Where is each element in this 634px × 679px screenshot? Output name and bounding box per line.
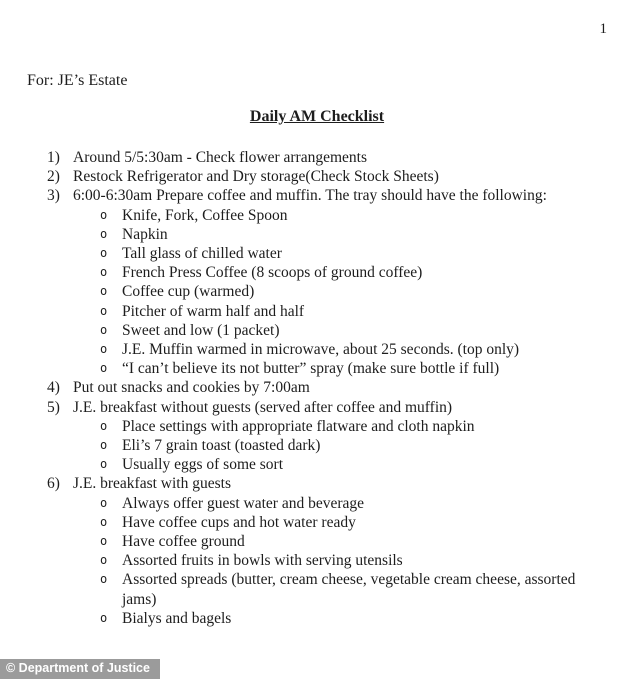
circle-bullet-icon: o: [100, 246, 108, 261]
checklist-subitem: [100, 244, 602, 263]
checklist-subitem: [100, 513, 602, 532]
checklist-subitem: [100, 532, 602, 551]
subitem-text: Tall glass of chilled water: [122, 245, 282, 263]
subitem-text: Have coffee ground: [122, 533, 245, 551]
item-text: 6:00-6:30am Prepare coffee and muffin. The tray should have the following:: [73, 187, 547, 205]
checklist-subitem: [100, 282, 602, 301]
subitem-text: Sweet and low (1 packet): [122, 321, 280, 339]
checklist-item: [47, 167, 602, 186]
circle-bullet-icon: o: [100, 495, 108, 510]
subitem-text: Have coffee cups and hot water ready: [122, 513, 356, 531]
subitem-text: French Press Coffee (8 scoops of ground coffee): [122, 264, 423, 282]
checklist-subitem: [100, 321, 602, 340]
subitem-text: Assorted fruits in bowls with serving utensils: [122, 552, 403, 570]
checklist-item: [47, 148, 602, 167]
source-watermark: © Department of Justice: [0, 659, 160, 679]
checklist-subitem: [100, 436, 602, 455]
checklist: [47, 148, 602, 628]
page-number: 1: [599, 21, 607, 37]
item-number: 6): [47, 475, 60, 493]
subitem-text: Pitcher of warm half and half: [122, 302, 305, 320]
circle-bullet-icon: o: [100, 303, 108, 318]
circle-bullet-icon: o: [100, 553, 108, 568]
checklist-subitem: [100, 455, 602, 474]
item-text: Put out snacks and cookies by 7:00am: [73, 379, 310, 397]
checklist-subitem: [100, 570, 602, 608]
subitem-text: Always offer guest water and beverage: [122, 494, 365, 512]
page-title: Daily AM Checklist: [249, 108, 385, 125]
circle-bullet-icon: o: [100, 207, 108, 222]
circle-bullet-icon: o: [100, 342, 108, 357]
checklist-item: [47, 398, 602, 475]
item-number: 4): [47, 379, 60, 397]
checklist-subitem: [100, 609, 602, 628]
recipient-line: For: JE’s Estate: [27, 72, 128, 89]
circle-bullet-icon: o: [100, 457, 108, 472]
checklist-subitem: [100, 206, 602, 225]
item-text: J.E. breakfast with guests: [73, 475, 231, 493]
checklist-subitem: [100, 551, 602, 570]
circle-bullet-icon: o: [100, 322, 108, 337]
circle-bullet-icon: o: [100, 572, 108, 587]
circle-bullet-icon: o: [100, 418, 108, 433]
subitem-text: “I can’t believe its not butter” spray (make sure bottle if full): [122, 360, 500, 378]
subitem-text: Usually eggs of some sort: [122, 456, 284, 474]
subitem-text: Coffee cup (warmed): [122, 283, 255, 301]
subitem-text: Bialys and bagels: [122, 609, 232, 627]
checklist-subitem: [100, 263, 602, 282]
circle-bullet-icon: o: [100, 438, 108, 453]
circle-bullet-icon: o: [100, 361, 108, 376]
item-text: Restock Refrigerator and Dry storage(Check Stock Sheets): [73, 168, 439, 186]
subitem-text: Assorted spreads (butter, cream cheese, vegetable cream cheese, assorted jams): [122, 571, 576, 608]
subitem-text: Place settings with appropriate flatware and cloth napkin: [122, 417, 475, 435]
circle-bullet-icon: o: [100, 610, 108, 625]
subitem-text: J.E. Muffin warmed in microwave, about 25 seconds. (top only): [122, 341, 520, 359]
checklist-subitem: [100, 494, 602, 513]
item-number: 5): [47, 398, 60, 416]
checklist-item: [47, 186, 602, 378]
checklist-subitem: [100, 417, 602, 436]
checklist-subitem: [100, 340, 602, 359]
item-number: 3): [47, 187, 60, 205]
circle-bullet-icon: o: [100, 514, 108, 529]
item-text: Around 5/5:30am - Check flower arrangements: [73, 149, 367, 166]
subitem-text: Napkin: [122, 225, 168, 243]
checklist-subitem: [100, 225, 602, 244]
sub-item-group: [47, 494, 602, 628]
circle-bullet-icon: o: [100, 226, 108, 241]
item-text: J.E. breakfast without guests (served after coffee and muffin): [73, 398, 453, 416]
subitem-text: Knife, Fork, Coffee Spoon: [122, 206, 288, 224]
checklist-subitem: [100, 359, 602, 378]
checklist-item: [47, 378, 602, 397]
sub-item-group: [47, 417, 602, 475]
checklist-item: [47, 474, 602, 628]
subitem-text: Eli’s 7 grain toast (toasted dark): [122, 437, 321, 455]
circle-bullet-icon: o: [100, 284, 108, 299]
item-number: 1): [47, 149, 60, 166]
sub-item-group: [47, 206, 602, 379]
circle-bullet-icon: o: [100, 265, 108, 280]
circle-bullet-icon: o: [100, 534, 108, 549]
item-number: 2): [47, 168, 60, 186]
checklist-subitem: [100, 302, 602, 321]
